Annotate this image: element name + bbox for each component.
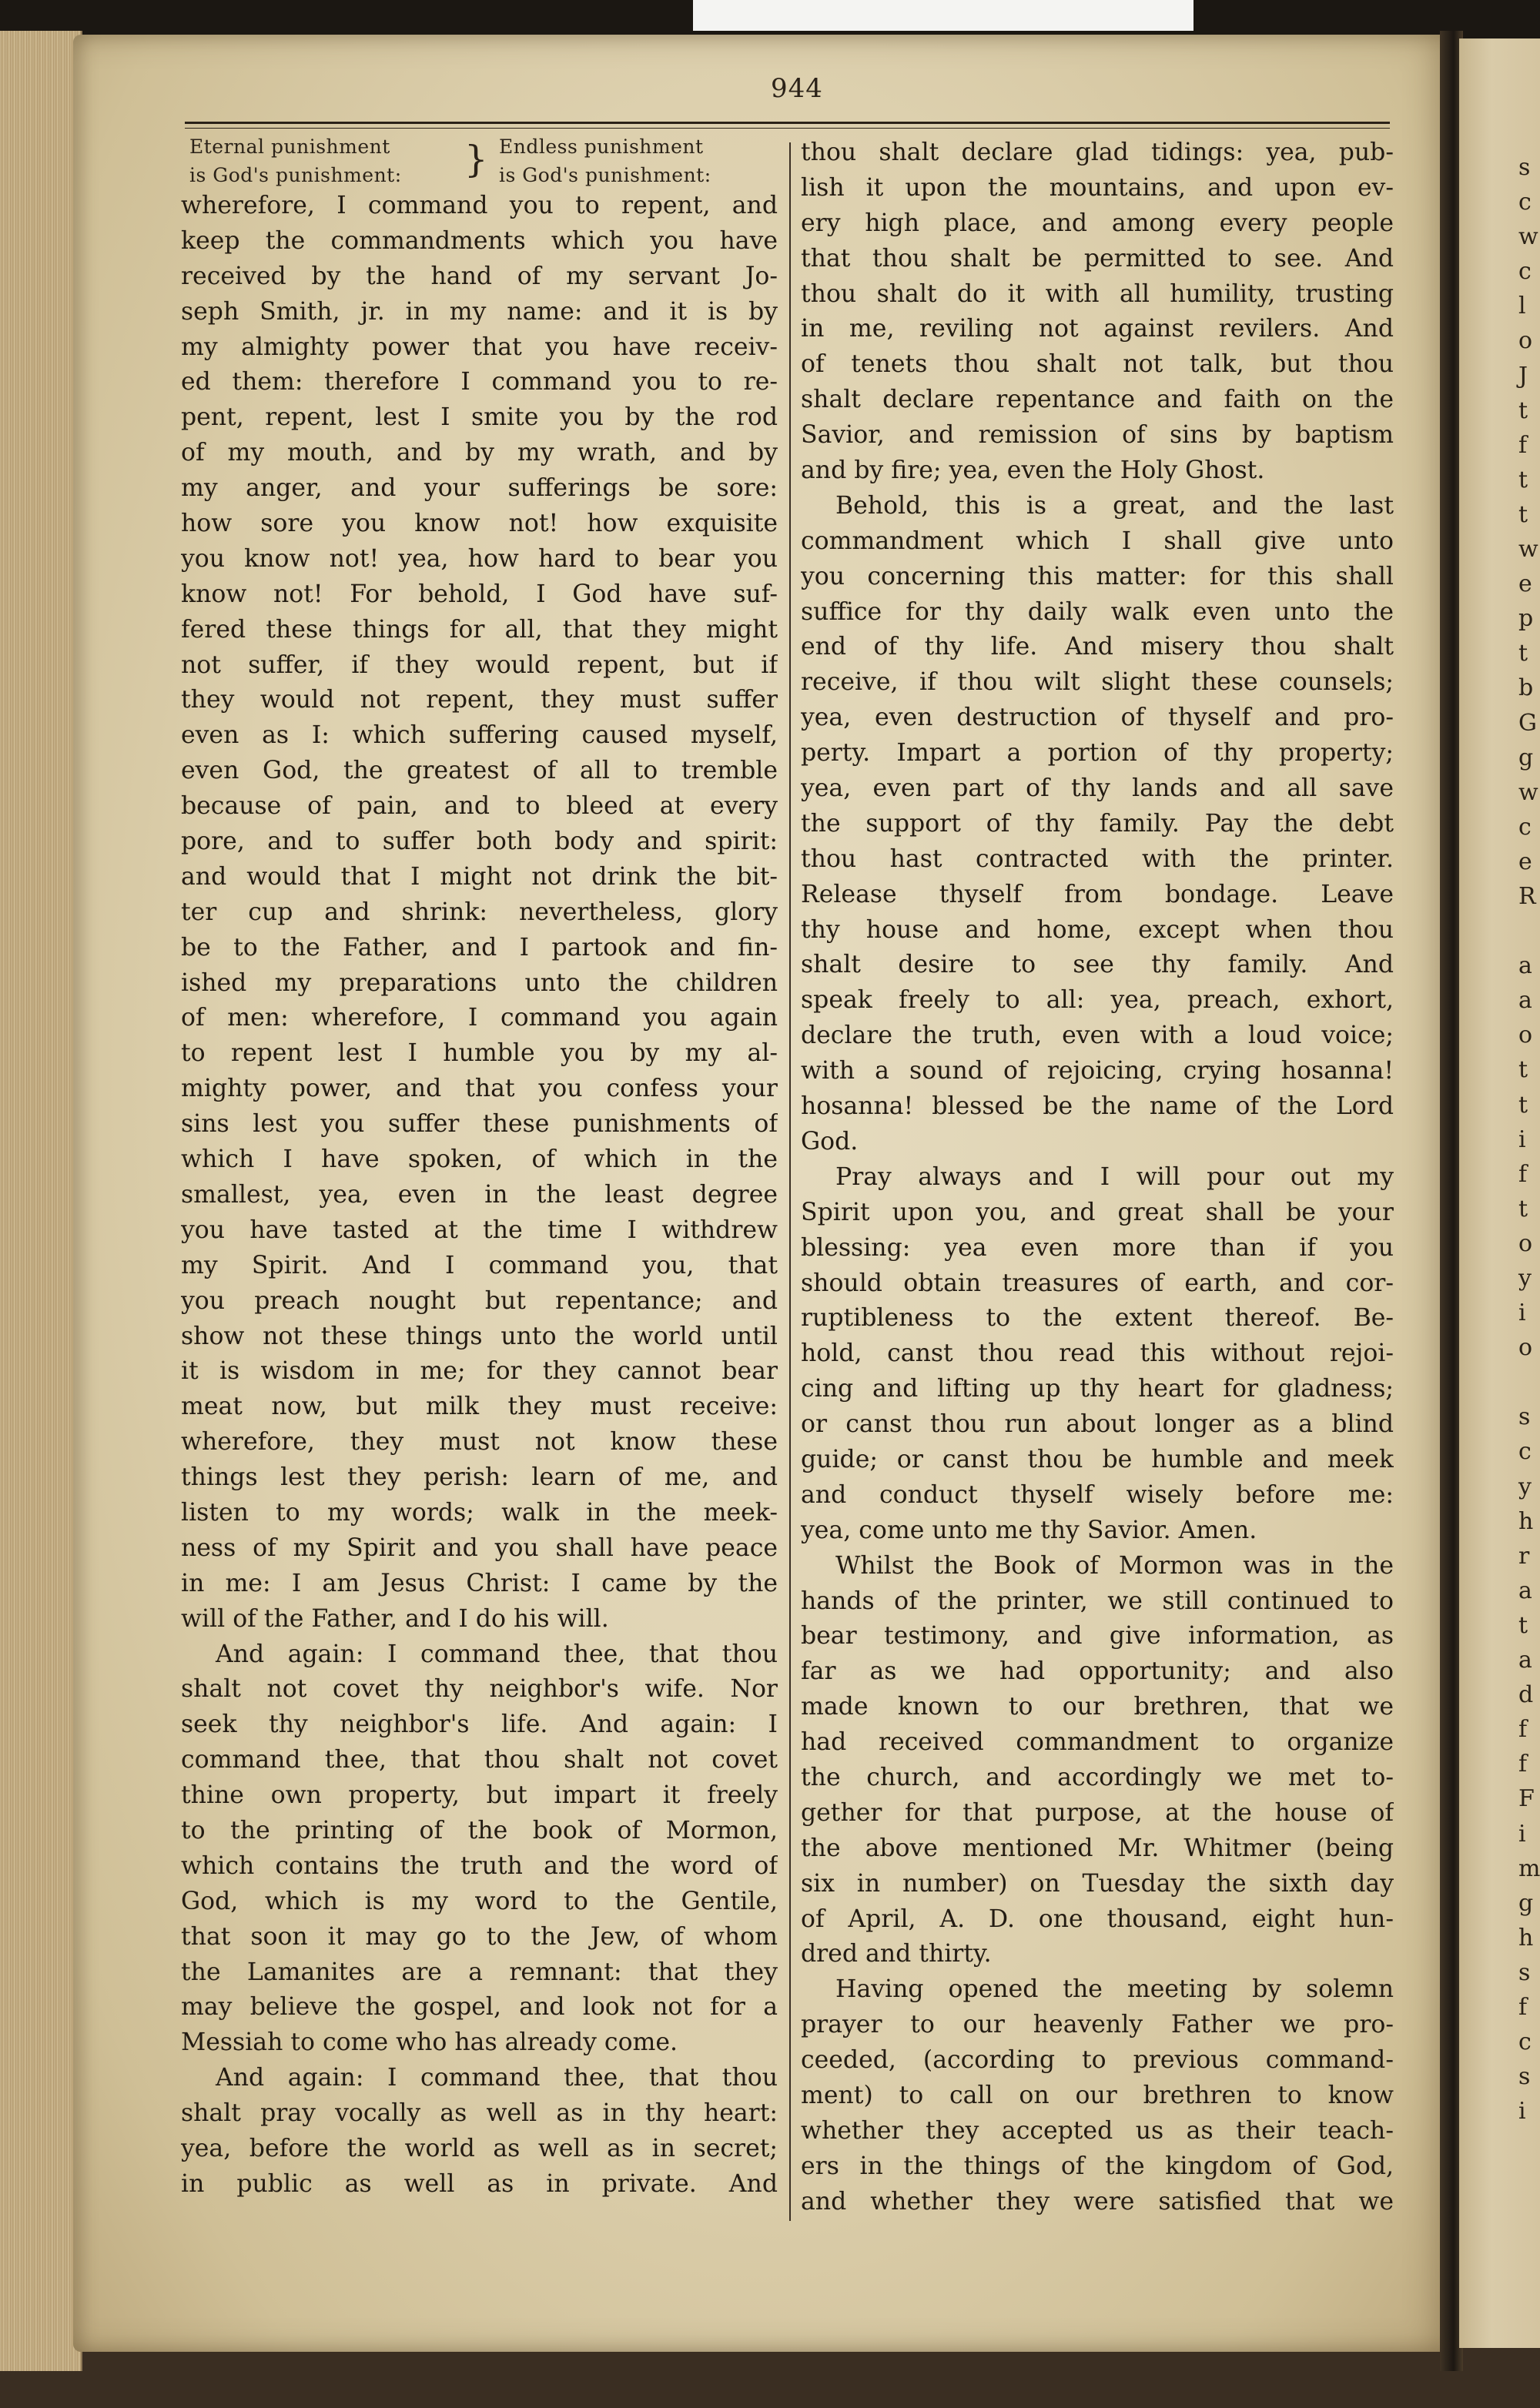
right-column-line: blessing: yea even more than if you [801,1233,1394,1262]
left-column-line: to the printing of the book of Mormon, [181,1816,778,1844]
right-column-line: lish it upon the mountains, and upon ev- [801,173,1394,202]
left-column-line: And again: I command thee, that thou [216,2064,778,2092]
right-column-line: and by fire; yea, even the Holy Ghost. [801,457,1265,485]
right-column-line: bear testimony, and give information, as [801,1622,1394,1650]
right-column-line: God. [801,1127,859,1156]
left-column-line: you have tasted at the time I withdrew [181,1216,778,1244]
left-column-line: they would not repent, they must suffer [181,686,778,714]
right-column-line: yea, even part of thy lands and all save [801,774,1394,803]
right-column-line: declare the truth, even with a loud voice; [801,1022,1394,1050]
left-column-line: my almighty power that you have receiv- [181,333,778,361]
left-column-line: yea, before the world as well as in secret; [181,2134,778,2162]
left-column-line: wherefore, I command you to repent, and [181,192,778,219]
left-column-line: because of pain, and to bleed at every [181,792,778,821]
left-column-line: God, which is my word to the Gentile, [181,1887,778,1915]
right-column-line: or canst thou run about longer as a blind [801,1410,1394,1439]
left-column-line: you preach nought but repentance; and [181,1286,778,1315]
left-column-line: sins lest you suffer these punishments of [181,1110,778,1139]
left-column-line: in me: I am Jesus Christ: I came by the [181,1569,778,1597]
right-column-line: speak freely to all: yea, preach, exhort, [801,986,1394,1015]
right-column-line: cing and lifting up thy heart for gladness; [801,1375,1394,1403]
left-column-line: And again: I command thee, that thou [216,1640,778,1668]
right-column-line: should obtain treasures of earth, and cor- [801,1269,1394,1297]
right-column-line: and conduct thyself wisely before me: [801,1480,1394,1509]
left-column-line: seek thy neighbor's life. And again: I [181,1711,778,1739]
left-column-line: meat now, but milk they must receive: [181,1393,778,1421]
left-column-line: ness of my Spirit and you shall have peace [181,1533,778,1562]
right-column-line: of April, A. D. one thousand, eight hun- [801,1905,1394,1933]
right-column-line: had received commandment to organize [801,1728,1394,1757]
right-column-line: ers in the things of the kingdom of God, [801,2152,1394,2180]
left-column-line: will of the Father, and I do his will. [181,1604,609,1633]
right-column-line: six in number) on Tuesday the sixth day [801,1869,1394,1898]
left-column-line: fered these things for all, that they might [181,615,778,644]
right-column-line: whether they accepted us as their teach- [801,2116,1394,2145]
right-column-line: prayer to our heavenly Father we pro- [801,2011,1394,2039]
right-column-line: guide; or canst thou be humble and meek [801,1445,1394,1473]
left-column-line: shalt pray vocally as well as in thy heart: [181,2099,778,2128]
left-column-line: show not these things unto the world until [181,1322,778,1350]
running-head-right-line: is God's punishment: [499,164,711,186]
left-column-line: how sore you know not! how exquisite [181,510,778,538]
left-column-line: not suffer, if they would repent, but if [181,650,778,679]
running-head-brace: } [464,138,489,181]
right-column-line: shalt declare repentance and faith on the [801,386,1394,414]
right-column-line: suffice for thy daily walk even unto the [801,597,1394,626]
left-column-line: you know not! yea, how hard to bear you [181,544,778,573]
left-column-line: my anger, and your sufferings be sore: [181,474,778,503]
right-column-line: dred and thirty. [801,1940,992,1968]
left-column-line: ter cup and shrink: nevertheless, glory [181,898,778,926]
left-column-line: Messiah to come who has already come. [181,2028,678,2057]
right-column-line: made known to our brethren, that we [801,1693,1394,1721]
right-column-line: yea, even destruction of thyself and pro- [801,704,1394,732]
right-column-line: the support of thy family. Pay the debt [801,809,1394,838]
left-column-line: pent, repent, lest I smite you by the rod [181,403,778,432]
right-column-line: Whilst the Book of Mormon was in the [835,1551,1394,1580]
left-text-column [181,189,778,2202]
right-column-line: yea, come unto me thy Savior. Amen. [801,1516,1257,1544]
page-number: 944 [771,73,823,104]
running-head [183,132,776,189]
right-column-line: perty. Impart a portion of thy property; [801,739,1394,768]
facing-page-text-fragment: s c w c l o J t f t t w e p t b G g w c e R a a o t t i f t o y i o s c y h r a t a d f f F i m g h s f c s i [1518,154,1540,2125]
running-head-right-line: Endless punishment [499,135,704,158]
left-column-line: even God, the greatest of all to tremble [181,757,778,785]
right-column-line: hands of the printer, we still continued to [801,1587,1394,1615]
left-column-line: of men: wherefore, I command you again [181,1004,778,1032]
right-column-line: of tenets thou shalt not talk, but thou [801,350,1394,379]
left-column-line: thine own property, but impart it freely [181,1781,778,1810]
left-column-line: ished my preparations unto the children [181,968,778,997]
left-column-line: and would that I might not drink the bit- [181,862,778,891]
left-column-line: seph Smith, jr. in my name: and it is by [181,297,778,326]
left-column-line: wherefore, they must not know these [181,1428,778,1457]
left-column-line: shalt not covet thy neighbor's wife. Nor [181,1675,778,1704]
left-column-line: smallest, yea, even in the least degree [181,1180,778,1209]
right-column-line: ment) to call on our brethren to know [801,2081,1394,2109]
right-column-line: hold, canst thou read this without rejoi- [801,1339,1394,1368]
right-column-line: ruptibleness to the extent thereof. Be- [801,1304,1394,1333]
right-column-line: Having opened the meeting by solemn [835,1975,1394,2004]
right-column-line: Spirit upon you, and great shall be your [801,1198,1394,1226]
left-column-line: mighty power, and that you confess your [181,1075,778,1103]
running-head-right [499,132,776,189]
right-column-line: ery high place, and among every people [801,209,1394,237]
left-column-line: my Spirit. And I command you, that [181,1251,778,1279]
right-column-line: ceeded, (according to previous command- [801,2046,1394,2075]
left-column-line: may believe the gospel, and look not for a [181,1993,778,2022]
running-head-left-line: is God's punishment: [189,164,402,186]
left-column-line: received by the hand of my servant Jo- [181,262,778,290]
left-column-line: be to the Father, and I partook and fin- [181,933,778,962]
running-head-left [189,132,451,189]
right-text-column [801,135,1394,2220]
left-column-line: to repent lest I humble you by my al- [181,1039,778,1068]
left-column-line: things lest they perish: learn of me, and [181,1463,778,1492]
scan-backing-sheet [693,0,1194,31]
right-column-line: and whether they were satisfied that we [801,2187,1394,2216]
left-column-line: in public as well as in private. And [181,2169,778,2198]
right-column-line: thou hast contracted with the printer. [801,844,1394,873]
right-column-line: commandment which I shall give unto [801,527,1394,555]
right-column-line: receive, if thou wilt slight these counsels; [801,668,1394,697]
right-column-line: end of thy life. And misery thou shalt [801,633,1394,661]
right-column-line: thou shalt declare glad tidings: yea, pub- [801,139,1394,166]
right-column-line: you concerning this matter: for this shall [801,562,1394,590]
right-column-line: thy house and home, except when thou [801,915,1394,944]
right-column-line: Pray always and I will pour out my [835,1162,1394,1191]
left-column-line: command thee, that thou shalt not covet [181,1746,778,1774]
right-column-line: shalt desire to see thy family. And [801,951,1394,979]
right-column-line: hosanna! blessed be the name of the Lord [801,1092,1394,1121]
header-rule-thin [185,128,1390,129]
left-column-line: which I have spoken, of which in the [181,1145,778,1174]
right-column-line: Behold, this is a great, and the last [835,491,1394,520]
left-column-line: know not! For behold, I God have suf- [181,580,778,608]
right-column-line: with a sound of rejoicing, crying hosanna! [801,1057,1394,1085]
left-column-line: ed them: therefore I command you to re- [181,368,778,396]
left-column-line: it is wisdom in me; for they cannot bear [181,1357,778,1386]
left-column-line: even as I: which suffering caused myself, [181,721,778,750]
right-column-line: thou shalt do it with all humility, trusting [801,279,1394,308]
right-column-line: the church, and accordingly we met to- [801,1763,1394,1791]
running-head-left-line: Eternal punishment [189,135,390,158]
left-column-line: of my mouth, and by my wrath, and by [181,439,778,467]
right-column-line: Release thyself from bondage. Leave [801,880,1394,908]
right-column-line: gether for that purpose, at the house of [801,1798,1394,1827]
right-column-line: that thou shalt be permitted to see. And [801,244,1394,273]
right-column-line: in me, reviling not against revilers. And [801,315,1394,343]
book-page-edges [0,31,82,2371]
left-column-line: keep the commandments which you have [181,226,778,255]
left-column-line: the Lamanites are a remnant: that they [181,1958,778,1986]
column-divider [789,142,791,2221]
header-rule [185,122,1390,124]
left-column-line: which contains the truth and the word of [181,1851,778,1880]
right-column-line: far as we had opportunity; and also [801,1657,1394,1686]
left-column-line: listen to my words; walk in the meek- [181,1498,778,1527]
left-column-line: pore, and to suffer both body and spirit: [181,828,778,856]
right-column-line: the above mentioned Mr. Whitmer (being [801,1834,1394,1862]
left-column-line: that soon it may go to the Jew, of whom [181,1922,778,1951]
right-column-line: Savior, and remission of sins by baptism [801,421,1394,450]
